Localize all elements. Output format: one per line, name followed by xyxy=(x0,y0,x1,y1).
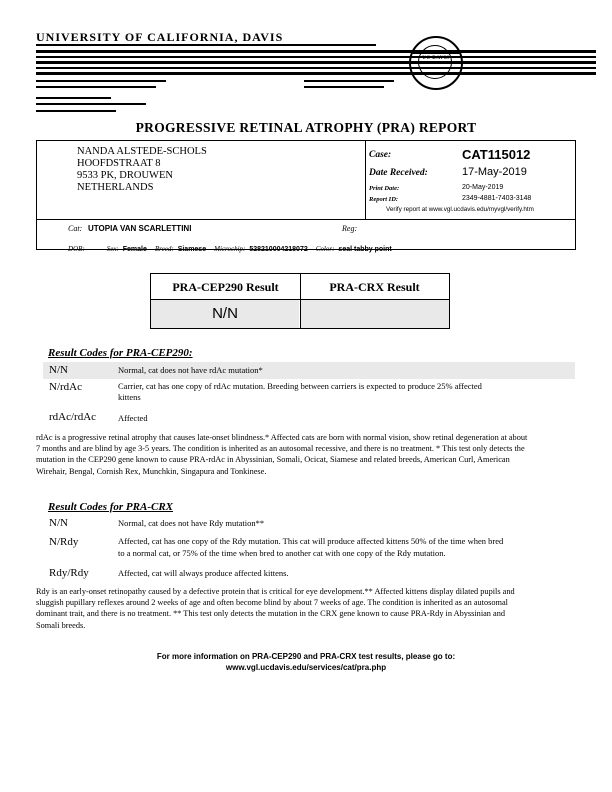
code-key: N/rdAc xyxy=(49,381,82,393)
breed-label: Breed: xyxy=(154,245,174,253)
owner-case-divider xyxy=(365,140,366,220)
paragraph-line: sluggish pupillary reflexes around 2 weeks of age and often become blind by about 7 weeks of age. The condition is inherited as an autosomal xyxy=(36,598,508,608)
owner-address-1: HOOFDSTRAAT 8 xyxy=(77,158,161,169)
code-key: rdAc/rdAc xyxy=(49,411,97,423)
crx-code-row xyxy=(43,535,575,563)
cat-name: UTOPIA VAN SCARLETTINI xyxy=(88,224,192,233)
code-key: N/Rdy xyxy=(49,536,79,548)
crx-explanation xyxy=(36,586,576,631)
cep290-explanation xyxy=(36,432,576,477)
paragraph-line: Rdy is an early-onset retinopathy caused by a defective protein that is critical for eye development.** Affected kittens display dilated pupils and xyxy=(36,587,515,596)
animal-details-row xyxy=(68,238,392,256)
code-description: Affected, cat will always produce affected kittens. xyxy=(118,568,289,578)
crx-result-value xyxy=(301,300,449,328)
crx-code-row xyxy=(43,566,575,582)
code-description: Normal, cat does not have Rdy mutation** xyxy=(118,518,265,528)
paragraph-line: Somali breeds. xyxy=(36,620,86,630)
crx-result-header: PRA-CRX Result xyxy=(300,274,449,300)
code-description: to a normal cat, or 75% of the time when bred to another cat with one copy of the Rdy mutation. xyxy=(118,548,446,558)
report-id-label: Report ID: xyxy=(369,196,399,203)
date-received: 17-May-2019 xyxy=(462,166,527,178)
paragraph-line: dominant trait, and there is no treatment. ** This test only detects the mutation in the CRX gene known to cause PRA-Rdy in Abyssinian and xyxy=(36,609,506,619)
verify-link[interactable]: Verify report at www.vgl.ucdavis.edu/myvgl/verify.htm xyxy=(386,206,534,213)
cep290-result-value: N/N xyxy=(151,300,299,328)
code-description: kittens xyxy=(118,392,141,402)
code-description: Affected xyxy=(118,413,148,423)
paragraph-line: rdAc is a progressive retinal atrophy that causes late-onset blindness.* Affected cats are born with normal vision, show retinal degeneration at about xyxy=(36,433,528,442)
code-key: N/N xyxy=(49,364,68,376)
color-value: seal tabby point xyxy=(338,246,392,253)
sex-label: Sex: xyxy=(106,245,119,253)
color-label: Color: xyxy=(315,245,335,253)
paragraph-line: 7 months and are blind by age 3-5 years. The condition is inherited as an autosomal recessive, and there is no treatment. * This test only detects the xyxy=(36,444,525,454)
cep290-code-row xyxy=(43,362,575,379)
code-key: Rdy/Rdy xyxy=(49,567,89,579)
cat-label: Cat: xyxy=(68,224,83,233)
code-description: Carrier, cat has one copy of rdAc mutation. Breeding between carriers is expected to produce 25% affected xyxy=(118,381,482,391)
cep290-code-row xyxy=(43,410,575,426)
paragraph-line: mutation in the CEP290 gene known to cause PRA-rdAc in Abyssinian, Somali, Ocicat, Siamese and related breeds, American Curl, American xyxy=(36,455,510,465)
result-table xyxy=(150,273,450,329)
case-label: Case: xyxy=(369,150,392,160)
code-description: Affected, cat has one copy of the Rdy mutation. This cat will produce affected kittens 50% of the time when bred xyxy=(118,536,504,546)
university-seal: UC DAVIS xyxy=(409,36,463,90)
microchip-value: 528210004218072 xyxy=(249,246,308,253)
breed-value: Siamese xyxy=(177,246,207,253)
paragraph-line: Wirehair, Bengal, Cornish Rex, Munchkin, Singapura and Tonkinese. xyxy=(36,466,267,476)
crx-codes-heading: Result Codes for PRA-CRX xyxy=(48,501,173,513)
code-description: Normal, cat does not have rdAc mutation* xyxy=(118,365,263,375)
owner-name: NANDA ALSTEDE-SCHOLS xyxy=(77,146,207,157)
cep290-codes-heading: Result Codes for PRA-CEP290: xyxy=(48,347,193,359)
case-number: CAT115012 xyxy=(462,147,531,162)
print-date-label: Print Date: xyxy=(369,185,400,192)
footer-info-text: For more information on PRA-CEP290 and PRA-CRX test results, please go to: xyxy=(156,652,456,661)
date-received-label: Date Received: xyxy=(369,168,428,178)
sex-value: Female xyxy=(122,246,147,253)
cep290-result-header: PRA-CEP290 Result xyxy=(151,274,300,300)
owner-address-2: 9533 PK, DROUWEN xyxy=(77,170,173,181)
owner-country: NETHERLANDS xyxy=(77,182,154,193)
microchip-label: Microchip: xyxy=(214,245,246,253)
print-date: 20-May-2019 xyxy=(462,184,504,191)
reg-label: Reg: xyxy=(342,224,358,233)
cep290-code-row xyxy=(43,380,575,406)
crx-code-row xyxy=(43,516,575,532)
institution-name: UNIVERSITY OF CALIFORNIA, DAVIS xyxy=(36,30,284,44)
footer-link[interactable]: www.vgl.ucdavis.edu/services/cat/pra.php xyxy=(225,663,387,672)
report-id: 2349-4881-7403-3148 xyxy=(462,195,532,202)
report-title: PROGRESSIVE RETINAL ATROPHY (PRA) REPORT xyxy=(135,120,477,135)
code-key: N/N xyxy=(49,517,68,529)
dob-label: DOB: xyxy=(68,245,85,253)
